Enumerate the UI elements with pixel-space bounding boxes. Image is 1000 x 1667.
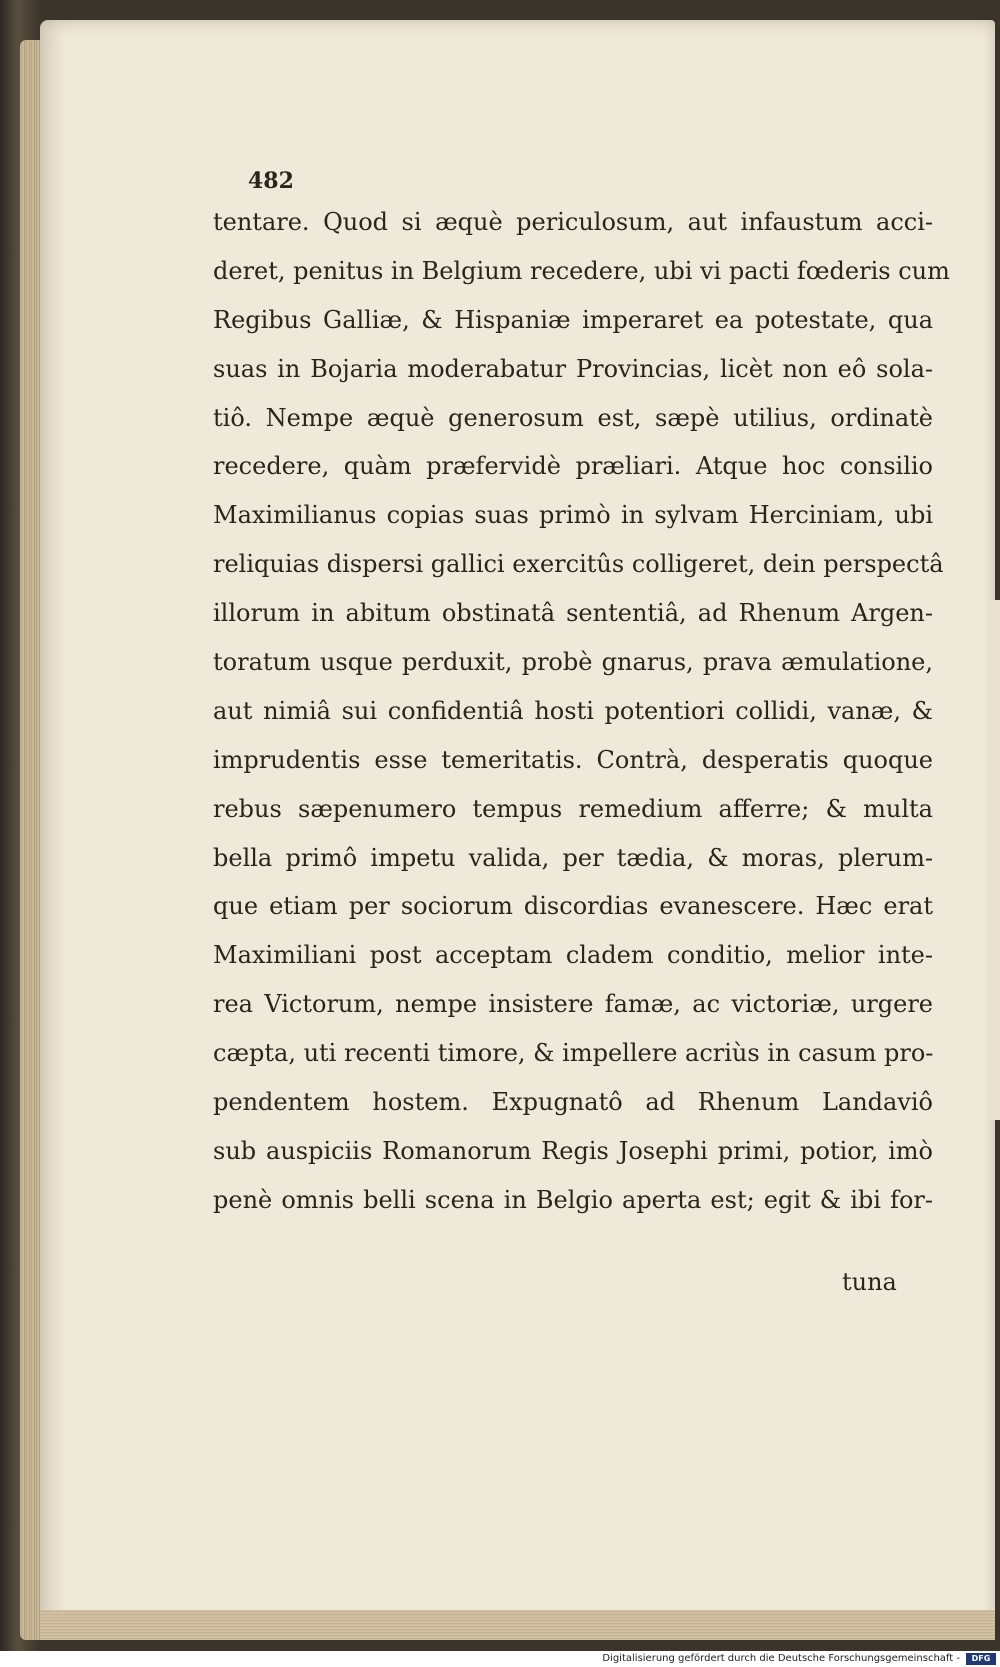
text-line: deret, penitus in Belgium recedere, ubi vi pacti fœderis cum [213, 256, 950, 285]
footer-bar [0, 1651, 1000, 1667]
funding-notice: Digitalisierung gefördert durch die Deutsche Forschungsgemeinschaft - [602, 1653, 960, 1664]
dfg-logo-badge: DFG [966, 1653, 996, 1665]
text-line: Maximiliani post acceptam cladem conditio, melior inte- [213, 941, 933, 970]
text-line: penè omnis belli scena in Belgio aperta est; egit & ibi for- [213, 1185, 933, 1214]
text-line: illorum in abitum obstinatâ sententiâ, ad Rhenum Argen- [213, 599, 933, 628]
text-line: rebus sæpenumero tempus remedium afferre; & multa [213, 794, 933, 823]
page-bottom-edges [40, 1610, 995, 1640]
text-line: recedere, quàm præfervidè præliari. Atque hoc consilio [213, 452, 933, 481]
text-line: cæpta, uti recenti timore, & impellere acriùs in casum pro- [213, 1039, 934, 1068]
text-line: reliquias dispersi gallici exercitûs colligeret, dein perspectâ [213, 550, 944, 579]
page-number: 482 [248, 168, 294, 194]
text-line: aut nimiâ sui confidentiâ hosti potentiori collidi, vanæ, & [213, 696, 933, 725]
text-line: pendentem hostem. Expugnatô ad Rhenum Landaviô [213, 1088, 933, 1117]
text-line: Maximilianus copias suas primò in sylvam Herciniam, ubi [213, 501, 933, 530]
catchword: tuna [842, 1268, 897, 1296]
text-line: tiô. Nempe æquè generosum est, sæpè utilius, ordinatè [213, 403, 933, 432]
text-line: sub auspiciis Romanorum Regis Josephi primi, potior, imò [213, 1136, 933, 1165]
text-line: toratum usque perduxit, probè gnarus, prava æmulatione, [213, 648, 933, 677]
text-line: tentare. Quod si æquè periculosum, aut infaustum acci- [213, 208, 933, 236]
text-line: rea Victorum, nempe insistere famæ, ac victoriæ, urgere [213, 990, 933, 1019]
next-page-edge [988, 600, 1000, 1120]
text-line: bella primô impetu valida, per tædia, & moras, plerum- [213, 843, 933, 872]
text-line: imprudentis esse temeritatis. Contrà, desperatis quoque [213, 745, 933, 774]
text-line: suas in Bojaria moderabatur Provincias, licèt non eô sola- [213, 354, 933, 383]
body-text [213, 198, 950, 1225]
text-line: que etiam per sociorum discordias evanescere. Hæc erat [213, 892, 933, 921]
text-line: Regibus Galliæ, & Hispaniæ imperaret ea potestate, qua [213, 305, 933, 334]
